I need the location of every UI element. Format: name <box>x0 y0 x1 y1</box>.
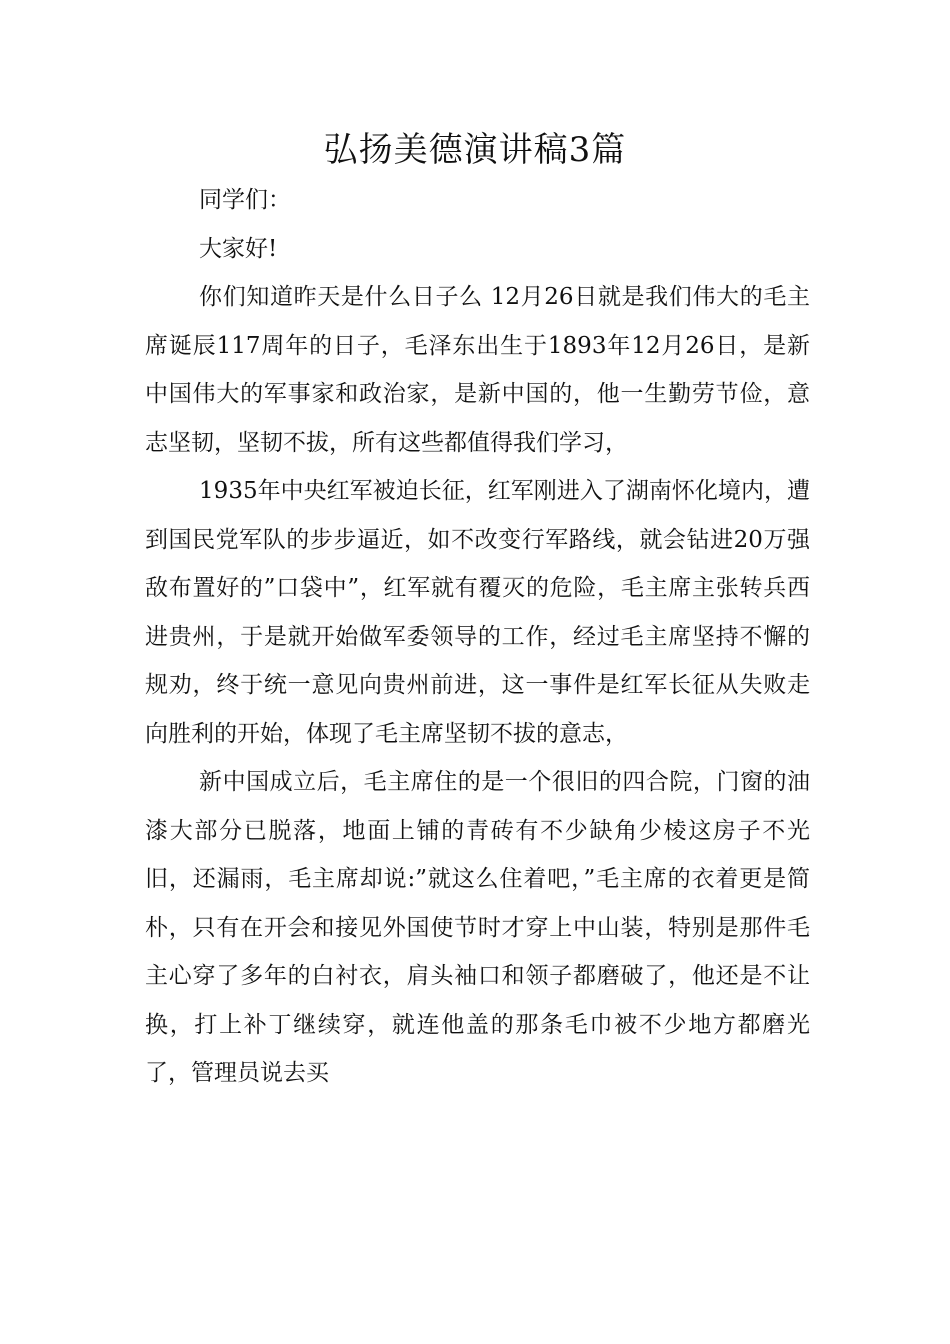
body-paragraph-3: 新中国成立后，毛主席住的是一个很旧的四合院，门窗的油漆大部分已脱落，地面上铺的青砖有不少缺角少棱这房子不光旧，还漏雨，毛主席却说:”就这么住着吧，”毛主席的衣着更是简朴，只有在开会和接见外国使节时才穿上中山装，特别是那件毛主心穿了多年的白衬衣，肩头袖口和领子都磨破了，他还是不让换，打上补丁继续穿，就连他盖的那条毛巾被不少地方都磨光了，管理员说去买 <box>145 769 810 1086</box>
body-paragraph-1: 你们知道昨天是什么日子么 12月26日就是我们伟大的毛主席诞辰117周年的日子，毛泽东出生于1893年12月26日，是新中国伟大的军事家和政治家，是新中国的，他一生勤劳节俭，意志坚韧，坚韧不拔，所有这些都值得我们学习， <box>145 284 810 456</box>
greeting-paragraph: 大家好! <box>199 235 278 262</box>
body-paragraph-2: 1935年中央红军被迫长征，红军刚进入了湖南怀化境内，遭到国民党军队的步步逼近，如不改变行军路线，就会钻进20万强敌布置好的”口袋中”，红军就有覆灭的危险，毛主席主张转兵西进贵州，于是就开始做军委领导的工作，经过毛主席坚持不懈的规劝，终于统一意见向贵州前进，这一事件是红军长征从失败走向胜利的开始，体现了毛主席坚韧不拔的意志， <box>145 478 810 747</box>
document-title: 弘扬美德演讲稿3篇 <box>323 130 627 170</box>
salutation-paragraph: 同学们： <box>199 187 292 213</box>
document-body <box>145 176 810 1098</box>
